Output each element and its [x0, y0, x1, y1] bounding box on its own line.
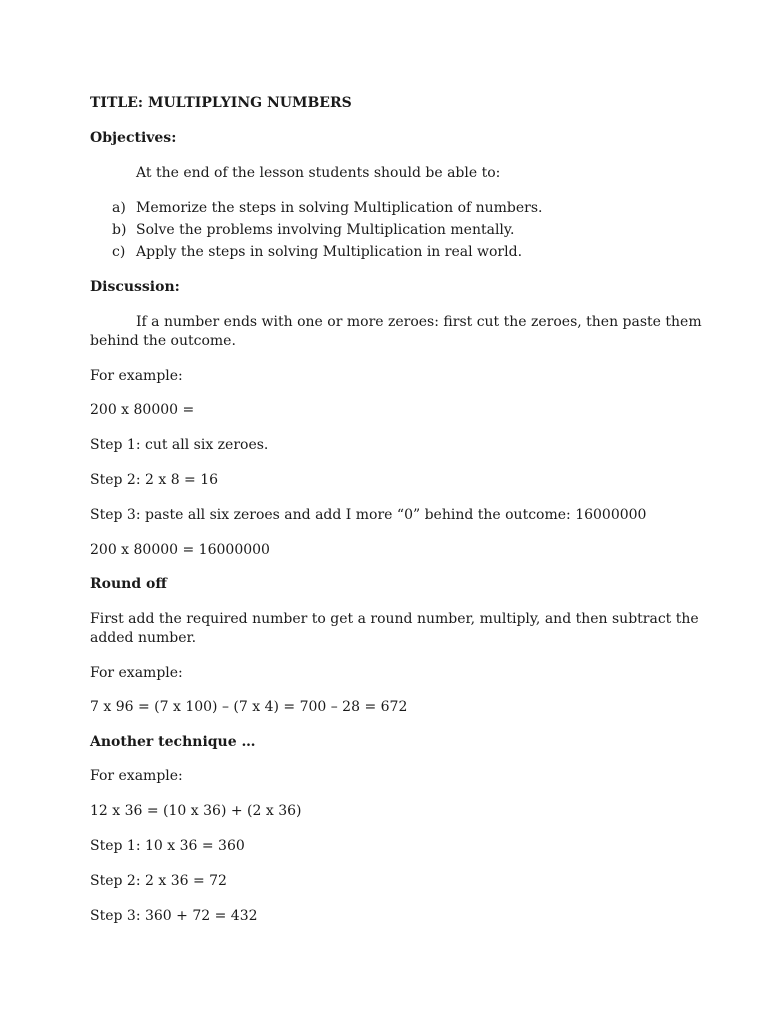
example-equation: 7 x 96 = (7 x 100) – (7 x 4) = 700 – 28 = 672 [90, 699, 408, 715]
step-1: Step 1: 10 x 36 = 360 [90, 838, 245, 854]
round-off-paragraph-line1: First add the required number to get a round number, multiply, and then subtract the [90, 611, 699, 627]
list-item-text: Solve the problems involving Multiplication mentally. [136, 222, 515, 238]
document-title: TITLE: MULTIPLYING NUMBERS [90, 95, 352, 111]
step-2: Step 2: 2 x 36 = 72 [90, 873, 227, 889]
list-marker: c) [112, 244, 126, 260]
list-item-text: Memorize the steps in solving Multiplication of numbers. [136, 200, 543, 216]
step-3: Step 3: 360 + 72 = 432 [90, 908, 258, 924]
list-marker: a) [112, 200, 126, 216]
example-result: 200 x 80000 = 16000000 [90, 542, 270, 558]
discussion-paragraph-line1: If a number ends with one or more zeroes: first cut the zeroes, then paste them [136, 314, 702, 330]
another-technique-heading: Another technique … [90, 734, 256, 750]
round-off-paragraph-line2: added number. [90, 630, 197, 646]
step-3: Step 3: paste all six zeroes and add I more “0” behind the outcome: 16000000 [90, 507, 647, 523]
list-marker: b) [112, 222, 127, 238]
example-equation: 200 x 80000 = [90, 402, 195, 418]
discussion-paragraph-line2: behind the outcome. [90, 333, 236, 349]
objectives-intro: At the end of the lesson students should be able to: [136, 165, 501, 181]
for-example-label: For example: [90, 368, 183, 384]
for-example-label: For example: [90, 665, 183, 681]
for-example-label: For example: [90, 768, 183, 784]
example-equation: 12 x 36 = (10 x 36) + (2 x 36) [90, 803, 302, 819]
list-item-text: Apply the steps in solving Multiplication in real world. [136, 244, 523, 260]
round-off-heading: Round off [90, 576, 167, 592]
objectives-heading: Objectives: [90, 130, 177, 146]
discussion-heading: Discussion: [90, 279, 180, 295]
step-2: Step 2: 2 x 8 = 16 [90, 472, 219, 488]
step-1: Step 1: cut all six zeroes. [90, 437, 269, 453]
